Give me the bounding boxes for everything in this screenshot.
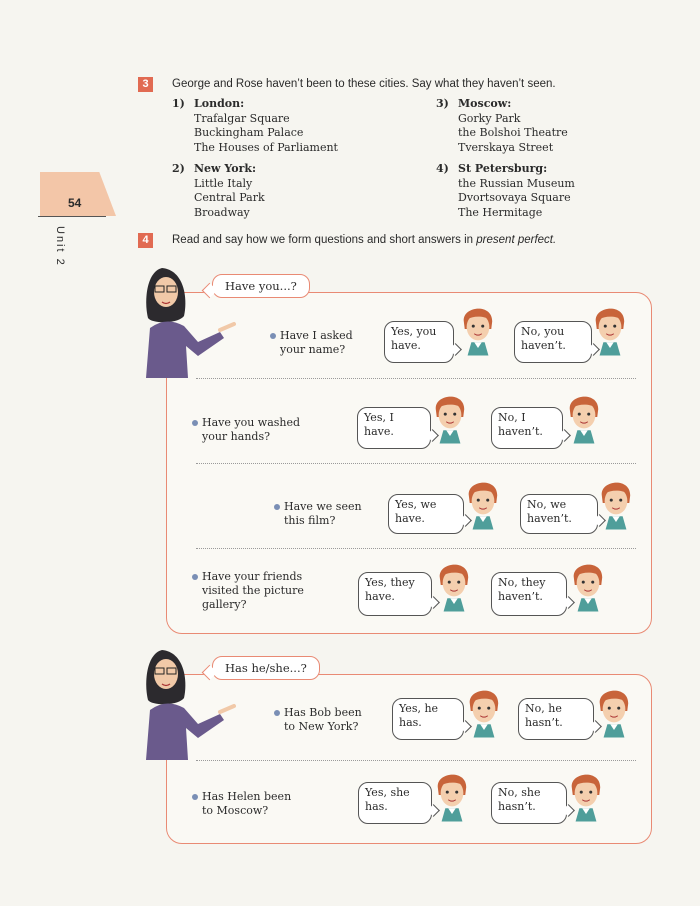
child-head-icon (434, 766, 470, 824)
divider (196, 760, 636, 761)
city-number: 2) (172, 162, 185, 175)
tab-divider (38, 216, 106, 217)
sight: the Russian Museum (458, 176, 575, 190)
bullet (192, 420, 198, 426)
city-number: 4) (436, 162, 449, 175)
no-bubble: No, you haven’t. (514, 321, 592, 363)
yes-bubble: Yes, he has. (392, 698, 464, 740)
bullet (274, 504, 280, 510)
no-bubble: No, I haven’t. (491, 407, 563, 449)
city-number: 1) (172, 97, 185, 110)
child-head-icon (592, 300, 628, 358)
instruction-text: Read and say how we form questions and short answers in (172, 234, 477, 246)
sight: Buckingham Palace (194, 126, 304, 139)
divider (196, 463, 636, 464)
page-number: 54 (68, 196, 82, 210)
question: Have I asked your name? (270, 329, 353, 357)
bullet (274, 710, 280, 716)
sight: The Hermitage (458, 205, 543, 219)
city-block-3 (436, 97, 568, 155)
sight: Central Park (194, 191, 265, 204)
city-block-1 (172, 97, 338, 155)
yes-bubble: Yes, she has. (358, 782, 432, 824)
exercise-3-number: 3 (138, 77, 153, 92)
child-head-icon (460, 300, 496, 358)
instruction-emphasis: present perfect. (476, 234, 557, 246)
bullet (192, 574, 198, 580)
child-head-icon (598, 474, 634, 532)
no-bubble: No, he hasn’t. (518, 698, 594, 740)
no-bubble: No, she hasn’t. (491, 782, 567, 824)
sight: the Bolshoi Theatre (458, 126, 568, 139)
group-1-prompt-bubble: Have you...? (212, 274, 310, 298)
city-number: 3) (436, 97, 449, 110)
city-name: St Petersburg: (458, 162, 548, 175)
divider (196, 378, 636, 379)
child-head-icon (566, 388, 602, 446)
unit-label: Unit 2 (54, 226, 66, 267)
yes-bubble: Yes, we have. (388, 494, 464, 534)
no-bubble: No, they haven’t. (491, 572, 567, 616)
city-block-2 (172, 162, 265, 220)
sight: Broadway (194, 205, 250, 219)
sight: Tverskaya Street (458, 140, 554, 154)
exercise-3-instruction: George and Rose haven’t been to these cities. Say what they haven’t seen. (172, 78, 556, 90)
sight: Dvortsovaya Square (458, 191, 571, 204)
child-head-icon (466, 682, 502, 740)
sight: Little Italy (194, 176, 253, 190)
bullet (192, 794, 198, 800)
sight: Gorky Park (458, 111, 521, 125)
exercise-4-instruction (172, 234, 556, 246)
question: Has Bob been to New York? (274, 706, 362, 734)
child-head-icon (436, 556, 472, 614)
yes-bubble: Yes, they have. (358, 572, 432, 616)
group-2-prompt-bubble: Has he/she...? (212, 656, 320, 680)
city-name: New York: (194, 162, 257, 175)
sight: Trafalgar Square (194, 111, 290, 125)
yes-bubble: Yes, I have. (357, 407, 431, 449)
city-block-4 (436, 162, 575, 220)
divider (196, 548, 636, 549)
child-head-icon (432, 388, 468, 446)
child-head-icon (596, 682, 632, 740)
child-head-icon (465, 474, 501, 532)
child-head-icon (568, 766, 604, 824)
question: Has Helen been to Moscow? (192, 790, 291, 818)
question: Have we seen this film? (274, 500, 362, 528)
exercise-4-number: 4 (138, 233, 153, 248)
question: Have you washed your hands? (192, 416, 300, 444)
child-head-icon (570, 556, 606, 614)
question: Have your friends visited the picture gallery? (192, 570, 304, 612)
sight: The Houses of Parliament (194, 140, 338, 154)
city-name: London: (194, 97, 245, 110)
bullet (270, 333, 276, 339)
city-name: Moscow: (458, 97, 512, 110)
no-bubble: No, we haven’t. (520, 494, 598, 534)
yes-bubble: Yes, you have. (384, 321, 454, 363)
